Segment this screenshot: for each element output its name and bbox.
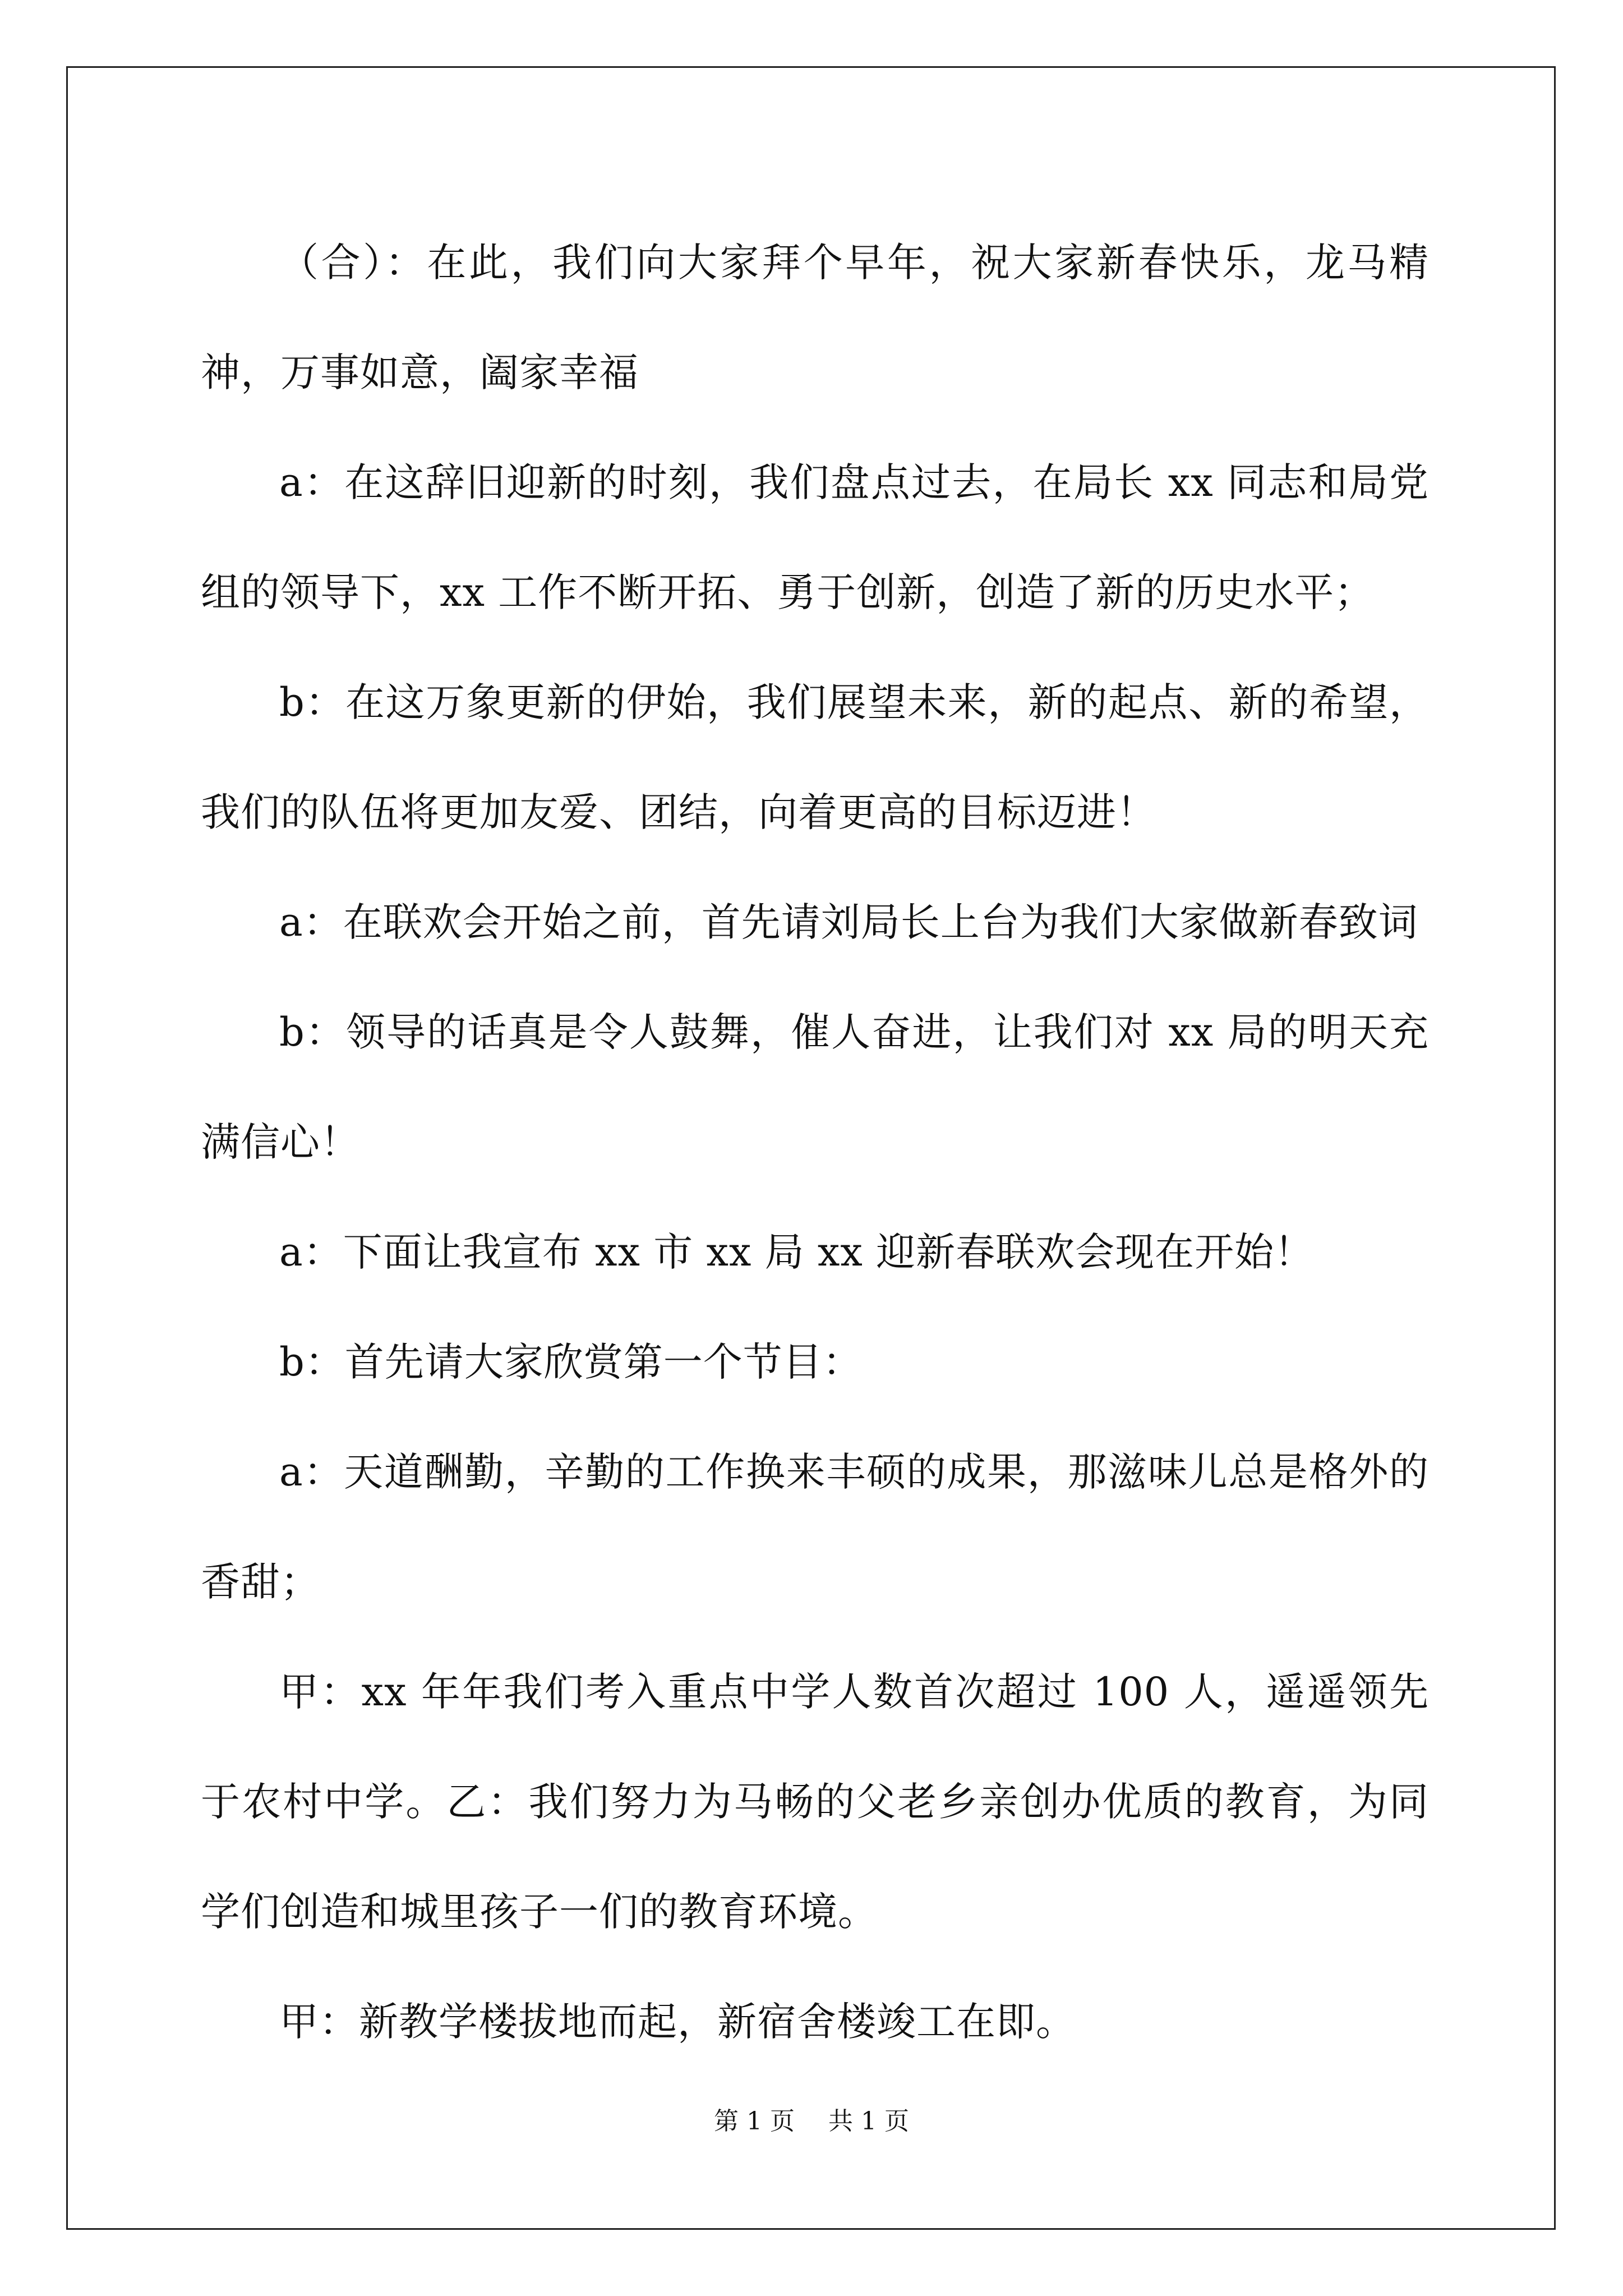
page-footer	[0, 2101, 1623, 2137]
document-body	[201, 208, 1429, 2077]
paragraph-b-confidence: b：领导的话真是令人鼓舞，催人奋进，让我们对 xx 局的明天充满信心！	[201, 1009, 1429, 1165]
paragraph-a-review: a：在这辞旧迎新的时刻，我们盘点过去，在局长 xx 同志和局党组的领导下，xx 工作不断开拓、勇于创新，创造了新的历史水平；	[201, 459, 1429, 615]
paragraph-greeting: （合）：在此，我们向大家拜个早年，祝大家新春快乐，龙马精神，万事如意，阖家幸福	[201, 240, 1429, 395]
paragraph-jia-buildings: 甲：新教学楼拔地而起，新宿舍楼竣工在即。	[279, 1999, 1076, 2045]
paragraph-jia-yi-achievement: 甲：xx 年年我们考入重点中学人数首次超过 100 人，遥遥领先于农村中学。乙：我们努力为马畅的父老乡亲创办优质的教育，为同学们创造和城里孩子一们的教育环境。	[201, 1669, 1429, 1935]
paragraph-b-outlook: b：在这万象更新的伊始，我们展望未来，新的起点、新的希望，我们的队伍将更加友爱、团结，向着更高的目标迈进！	[201, 679, 1429, 835]
paragraph-a-announce: a：下面让我宣布 xx 市 xx 局 xx 迎新春联欢会现在开始！	[279, 1229, 1315, 1275]
page-number: 第 1 页	[714, 2107, 795, 2136]
paragraph-a-speech-invite: a：在联欢会开始之前，首先请刘局长上台为我们大家做新春致词	[279, 899, 1418, 945]
paragraph-b-first-program: b：首先请大家欣赏第一个节目：	[279, 1339, 863, 1385]
page-total: 共 1 页	[828, 2107, 909, 2136]
paragraph-a-harvest: a：天道酬勤，辛勤的工作换来丰硕的成果，那滋味儿总是格外的香甜；	[201, 1449, 1429, 1605]
